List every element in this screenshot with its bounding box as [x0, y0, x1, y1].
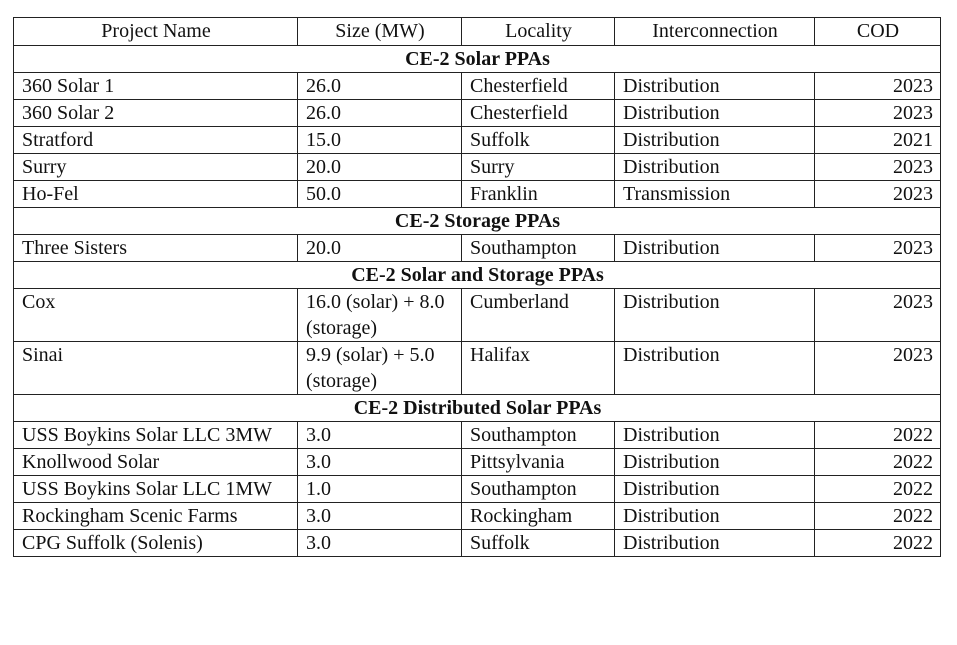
table-row [14, 342, 941, 395]
cell-cod: 2022 [815, 476, 941, 503]
cell-interconnection: Distribution [615, 449, 815, 476]
table-row [14, 235, 941, 262]
cell-size: 20.0 [298, 235, 462, 262]
cell-locality: Chesterfield [462, 100, 615, 127]
cell-cod: 2023 [815, 100, 941, 127]
table-row [14, 127, 941, 154]
cell-cod: 2023 [815, 342, 941, 395]
cell-cod: 2022 [815, 503, 941, 530]
section-heading-row [14, 208, 941, 235]
table-row [14, 530, 941, 557]
cell-locality: Pittsylvania [462, 449, 615, 476]
cell-project: Sinai [14, 342, 298, 395]
cell-project: USS Boykins Solar LLC 1MW [14, 476, 298, 503]
table-header-row [14, 18, 941, 46]
cell-size: 26.0 [298, 73, 462, 100]
cell-project: Ho-Fel [14, 181, 298, 208]
section-heading-row [14, 395, 941, 422]
cell-interconnection: Transmission [615, 181, 815, 208]
cell-locality: Southampton [462, 476, 615, 503]
section-title: CE-2 Distributed Solar PPAs [14, 395, 941, 422]
cell-size: 3.0 [298, 503, 462, 530]
cell-cod: 2022 [815, 449, 941, 476]
cell-cod: 2023 [815, 73, 941, 100]
section-title: CE-2 Solar and Storage PPAs [14, 262, 941, 289]
cell-locality: Suffolk [462, 127, 615, 154]
cell-cod: 2022 [815, 422, 941, 449]
table-row [14, 476, 941, 503]
cell-interconnection: Distribution [615, 100, 815, 127]
cell-locality: Halifax [462, 342, 615, 395]
table-row [14, 73, 941, 100]
cell-interconnection: Distribution [615, 289, 815, 342]
cell-interconnection: Distribution [615, 127, 815, 154]
cell-size: 20.0 [298, 154, 462, 181]
cell-locality: Cumberland [462, 289, 615, 342]
cell-interconnection: Distribution [615, 530, 815, 557]
cell-size: 3.0 [298, 530, 462, 557]
section-heading-row [14, 46, 941, 73]
cell-locality: Franklin [462, 181, 615, 208]
cell-project: Cox [14, 289, 298, 342]
table-row [14, 422, 941, 449]
cell-cod: 2022 [815, 530, 941, 557]
section-title: CE-2 Storage PPAs [14, 208, 941, 235]
cell-locality: Southampton [462, 235, 615, 262]
cell-interconnection: Distribution [615, 476, 815, 503]
cell-project: CPG Suffolk (Solenis) [14, 530, 298, 557]
column-header-project-name: Project Name [14, 18, 298, 46]
table-row [14, 503, 941, 530]
table-row [14, 289, 941, 342]
section-title: CE-2 Solar PPAs [14, 46, 941, 73]
cell-size: 1.0 [298, 476, 462, 503]
table-row [14, 154, 941, 181]
cell-cod: 2021 [815, 127, 941, 154]
cell-project: Knollwood Solar [14, 449, 298, 476]
cell-locality: Southampton [462, 422, 615, 449]
cell-size: 16.0 (solar) + 8.0 (storage) [298, 289, 462, 342]
cell-project: Stratford [14, 127, 298, 154]
cell-interconnection: Distribution [615, 73, 815, 100]
cell-cod: 2023 [815, 235, 941, 262]
cell-interconnection: Distribution [615, 342, 815, 395]
cell-project: Rockingham Scenic Farms [14, 503, 298, 530]
cell-size: 15.0 [298, 127, 462, 154]
cell-size: 9.9 (solar) + 5.0 (storage) [298, 342, 462, 395]
cell-project: 360 Solar 1 [14, 73, 298, 100]
cell-size: 50.0 [298, 181, 462, 208]
cell-size: 26.0 [298, 100, 462, 127]
cell-size: 3.0 [298, 422, 462, 449]
column-header-locality: Locality [462, 18, 615, 46]
table-row [14, 100, 941, 127]
cell-locality: Suffolk [462, 530, 615, 557]
cell-project: USS Boykins Solar LLC 3MW [14, 422, 298, 449]
column-header-interconnection: Interconnection [615, 18, 815, 46]
section-heading-row [14, 262, 941, 289]
cell-interconnection: Distribution [615, 422, 815, 449]
cell-project: Surry [14, 154, 298, 181]
cell-interconnection: Distribution [615, 503, 815, 530]
cell-locality: Surry [462, 154, 615, 181]
column-header-cod: COD [815, 18, 941, 46]
cell-cod: 2023 [815, 289, 941, 342]
cell-locality: Chesterfield [462, 73, 615, 100]
table-row [14, 449, 941, 476]
cell-project: Three Sisters [14, 235, 298, 262]
column-header-size: Size (MW) [298, 18, 462, 46]
cell-cod: 2023 [815, 181, 941, 208]
cell-size: 3.0 [298, 449, 462, 476]
cell-project: 360 Solar 2 [14, 100, 298, 127]
cell-interconnection: Distribution [615, 154, 815, 181]
cell-interconnection: Distribution [615, 235, 815, 262]
cell-locality: Rockingham [462, 503, 615, 530]
cell-cod: 2023 [815, 154, 941, 181]
table-row [14, 181, 941, 208]
ppa-table [13, 17, 941, 557]
